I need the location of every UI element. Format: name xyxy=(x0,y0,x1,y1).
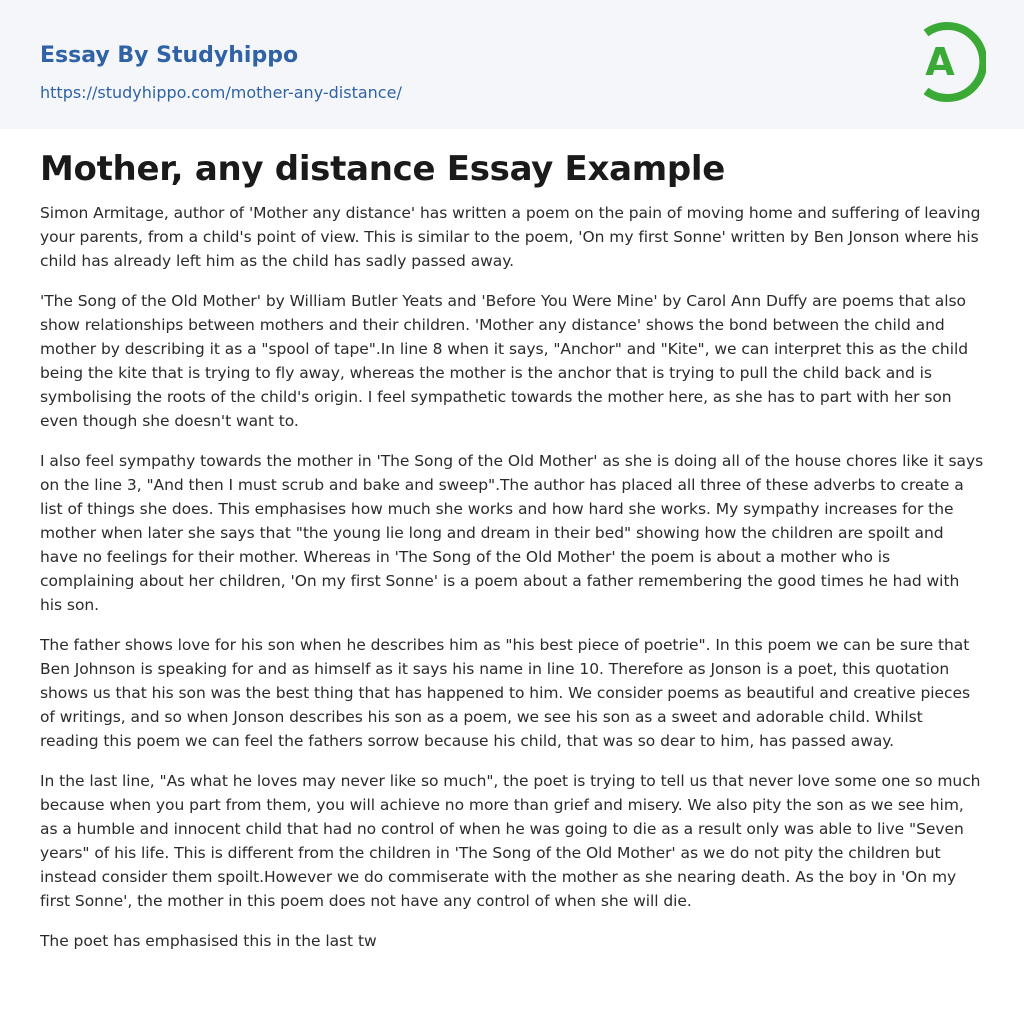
essay-paragraph: I also feel sympathy towards the mother in 'The Song of the Old Mother' as she is doing all of the house chores like it says on the line 3, "And then I must scrub and bake and sweep".The author has placed all three of these adverbs to create a list of things she does. This emphasises how much she works and how hard she works. My sympathy increases for the mother when later she says that "the young lie long and dream in their bed" showing how the children are spoilt and have no feelings for their mother. Whereas in 'The Song of the Old Mother' the poem is about a mother who is complaining about her children, 'On my first Sonne' is a poem about a father remembering the good times he had with his son. xyxy=(40,452,984,614)
site-header xyxy=(0,0,1024,129)
essay-paragraph: Simon Armitage, author of 'Mother any distance' has written a poem on the pain of moving home and suffering of leaving your parents, from a child's point of view. This is similar to the poem, 'On my first Sonne' written by Ben Jonson where his child has already left him as the child has sadly passed away. xyxy=(40,204,981,270)
site-title[interactable]: Essay By Studyhippo xyxy=(40,43,299,68)
article xyxy=(0,147,1024,953)
essay-paragraph-truncated: The poet has emphasised this in the last tw xyxy=(40,932,377,950)
page-url-link[interactable]: https://studyhippo.com/mother-any-distance/ xyxy=(40,83,402,102)
page-title: Mother, any distance Essay Example xyxy=(40,149,726,189)
essay-paragraph: 'The Song of the Old Mother' by William Butler Yeats and 'Before You Were Mine' by Carol Ann Duffy are poems that also show relationships between mothers and their children. 'Mother any distance' shows the bond between the child and mother by describing it as a "spool of tape".In line 8 when it says, "Anchor" and "Kite", we can interpret this as the child being the kite that is trying to fly away, whereas the mother is the anchor that is trying to pull the child back and is symbolising the roots of the child's origin. I feel sympathetic towards the mother here, as she has to part with her son even though she doesn't want to. xyxy=(40,292,968,430)
essay-paragraph: In the last line, "As what he loves may never like so much", the poet is trying to tell us that never love some one so much because when you part from them, you will achieve no more than grief and misery. We also pity the son as we see him, as a humble and innocent child that had no control of when he was going to die as a result only was able to live "Seven years" of his life. This is different from the children in 'The Song of the Old Mother' as we do not pity the children but instead consider them spoilt.However we do commiserate with the mother as she nearing death. As the boy in 'On my first Sonne', the mother in this poem does not have any control of when she will die. xyxy=(40,772,981,910)
essay-paragraph: The father shows love for his son when he describes him as "his best piece of poetrie". In this poem we can be sure that Ben Johnson is speaking for and as himself as it says his name in line 10. Therefore as Jonson is a poet, this quotation shows us that his son was the best thing that has happened to him. We consider poems as beautiful and creative pieces of writings, and so when Jonson describes his son as a poem, we see his son as a sweet and adorable child. Whilst reading this poem we can feel the fathers sorrow because his child, that was so dear to him, has passed away. xyxy=(40,636,970,750)
logo-letter: A xyxy=(925,40,955,84)
studyhippo-logo-icon[interactable] xyxy=(912,19,986,105)
